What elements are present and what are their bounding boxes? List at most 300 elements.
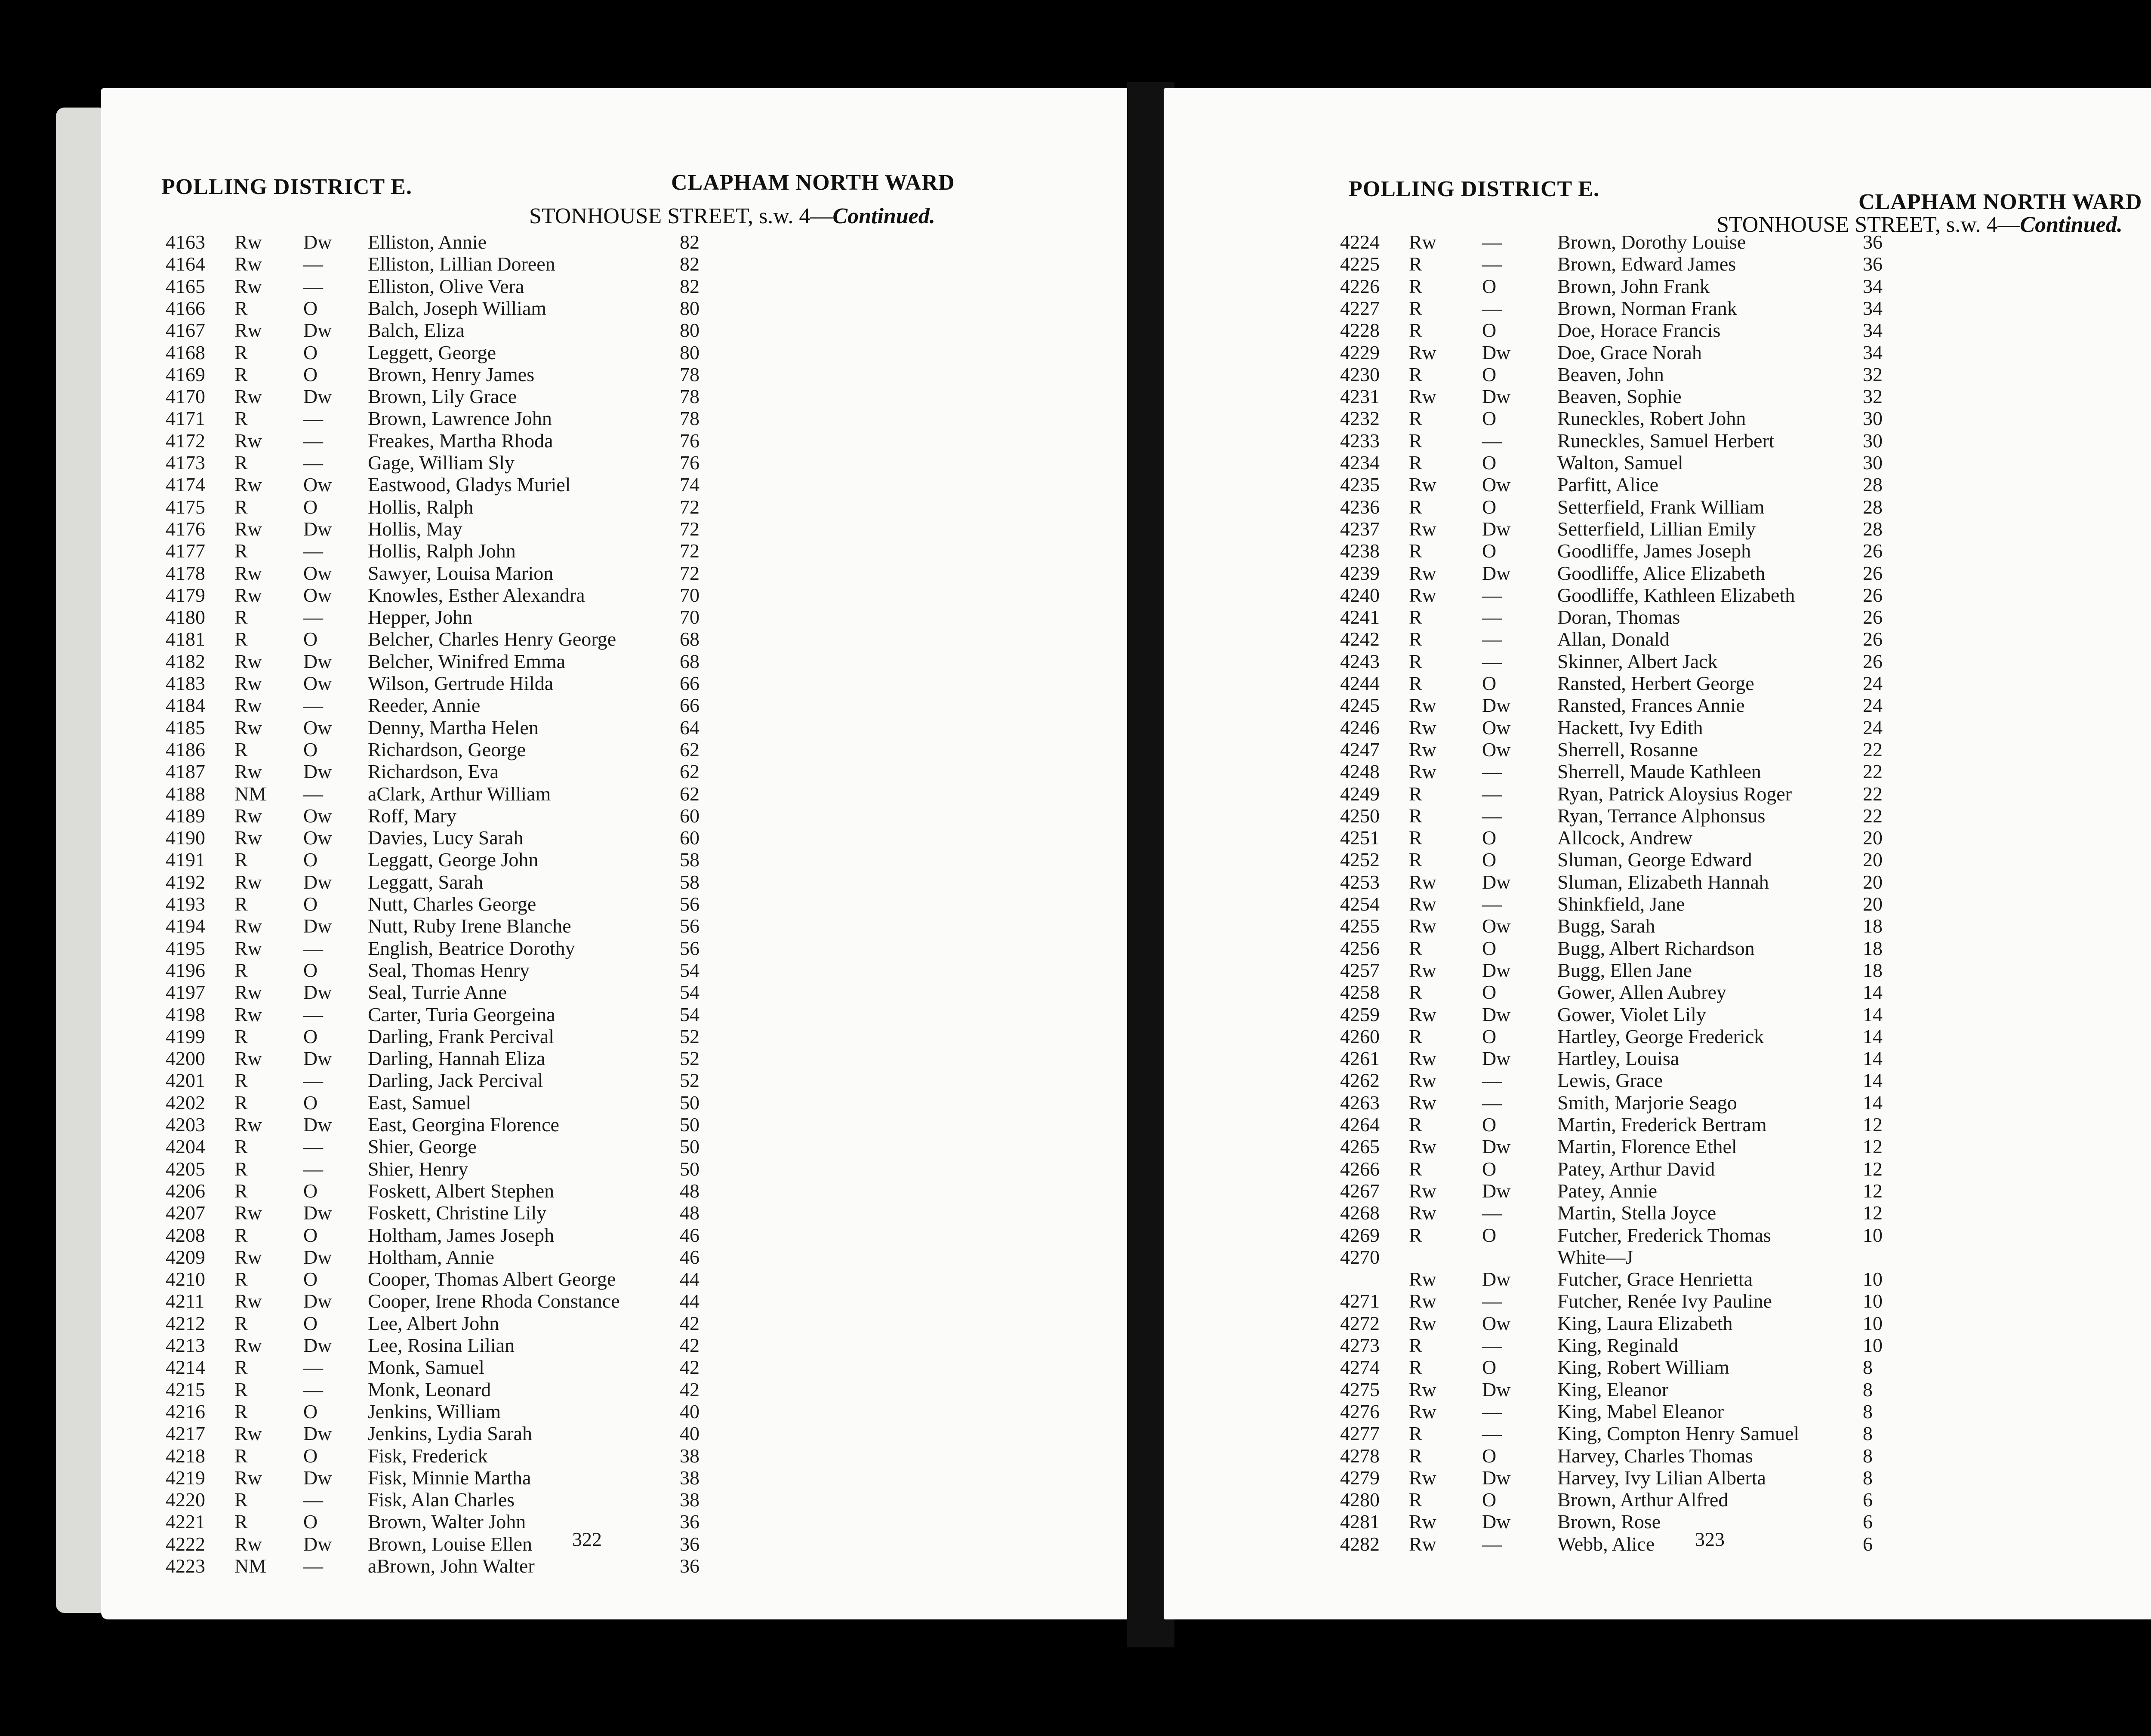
table-row [1164, 1334, 2151, 1356]
qualification: Rw [1409, 1069, 1436, 1092]
table-row [101, 1069, 1134, 1091]
table-row [101, 650, 1134, 672]
elector-name: Bugg, Albert Richardson [1557, 937, 1755, 959]
qualification: Rw [234, 1114, 262, 1136]
qualification: R [1409, 540, 1422, 562]
elector-number: 4233 [1340, 429, 1380, 452]
qualification: Rw [1409, 760, 1436, 783]
table-row [101, 1158, 1134, 1180]
occupation-mark: Dw [1482, 694, 1511, 717]
house-number: 42 [680, 1378, 700, 1400]
table-row [101, 1047, 1134, 1069]
table-row [101, 518, 1134, 540]
occupation-mark: O [1482, 672, 1497, 694]
elector-number: 4205 [166, 1157, 205, 1180]
table-row [101, 275, 1134, 297]
table-row [1164, 1047, 2151, 1069]
elector-name: Lee, Rosina Lilian [368, 1334, 515, 1356]
ward-heading: CLAPHAM NORTH WARD [671, 170, 955, 195]
elector-number: 4234 [1340, 452, 1380, 474]
qualification: R [234, 407, 248, 430]
occupation-mark: — [303, 429, 323, 452]
occupation-mark: Ow [303, 474, 332, 496]
ward-heading: CLAPHAM NORTH WARD [1858, 190, 2142, 214]
table-row [1164, 1489, 2151, 1511]
table-row [1164, 1445, 2151, 1467]
elector-number: 4209 [166, 1246, 205, 1268]
qualification: Rw [234, 1246, 262, 1268]
occupation-mark: Dw [303, 1533, 332, 1555]
elector-number: 4188 [166, 782, 205, 805]
occupation-mark: — [303, 1136, 323, 1158]
house-number: 44 [680, 1268, 700, 1290]
elector-name: Foskett, Albert Stephen [368, 1179, 555, 1202]
elector-name: Doe, Grace Norah [1557, 341, 1702, 363]
elector-name: Setterfield, Lillian Emily [1557, 517, 1756, 540]
elector-name: Brown, Edward James [1557, 253, 1736, 275]
qualification: Rw [234, 1290, 262, 1312]
elector-number: 4238 [1340, 540, 1380, 562]
elector-name: Martin, Frederick Bertram [1557, 1114, 1767, 1136]
house-number: 82 [680, 275, 700, 297]
elector-name: Freakes, Martha Rhoda [368, 429, 553, 452]
house-number: 20 [1863, 827, 1883, 849]
qualification: R [1409, 496, 1422, 518]
elector-number: 4185 [166, 716, 205, 739]
elector-number: 4262 [1340, 1069, 1380, 1092]
elector-number: 4245 [1340, 694, 1380, 717]
elector-name: Beaven, Sophie [1557, 385, 1682, 408]
elector-number: 4207 [166, 1202, 205, 1224]
table-row [101, 1092, 1134, 1114]
table-row [101, 1533, 1134, 1555]
house-number: 52 [680, 1025, 700, 1047]
qualification: Rw [234, 275, 262, 297]
house-number: 30 [1863, 407, 1883, 430]
table-row [1164, 1290, 2151, 1312]
table-row [101, 606, 1134, 628]
house-number: 54 [680, 981, 700, 1003]
qualification: R [234, 1025, 248, 1047]
qualification: Rw [1409, 1290, 1436, 1312]
elector-number: 4211 [166, 1290, 205, 1312]
qualification: R [1409, 650, 1422, 672]
occupation-mark: — [1482, 1290, 1502, 1312]
occupation-mark: Dw [1482, 341, 1511, 363]
occupation-mark: Dw [303, 981, 332, 1003]
elector-name: Brown, Arthur Alfred [1557, 1489, 1729, 1511]
elector-number: 4254 [1340, 893, 1380, 915]
elector-number: 4277 [1340, 1422, 1380, 1445]
occupation-mark: O [1482, 849, 1497, 871]
qualification: R [234, 1489, 248, 1511]
occupation-mark: Dw [1482, 1136, 1511, 1158]
elector-number: 4169 [166, 363, 205, 385]
occupation-mark: O [1482, 452, 1497, 474]
qualification: R [234, 341, 248, 363]
occupation-mark: O [303, 1444, 318, 1467]
elector-number: 4237 [1340, 517, 1380, 540]
table-row [1164, 1224, 2151, 1246]
elector-name: Jenkins, William [368, 1400, 501, 1422]
house-number: 6 [1863, 1489, 1873, 1511]
table-row [101, 959, 1134, 981]
elector-number: 4241 [1340, 606, 1380, 628]
house-number: 38 [680, 1489, 700, 1511]
occupation-mark: O [1482, 540, 1497, 562]
qualification: Rw [234, 981, 262, 1003]
qualification: R [1409, 1334, 1422, 1356]
elector-name: Brown, John Frank [1557, 275, 1710, 297]
table-row [1164, 1136, 2151, 1157]
occupation-mark: Dw [303, 1246, 332, 1268]
house-number: 14 [1863, 1069, 1883, 1092]
qualification: Rw [234, 1003, 262, 1025]
table-row [1164, 760, 2151, 782]
elector-name: Martin, Florence Ethel [1557, 1136, 1737, 1158]
qualification: Rw [1409, 1047, 1436, 1070]
occupation-mark: O [1482, 1489, 1497, 1511]
elector-number: 4178 [166, 562, 205, 584]
house-number: 40 [680, 1400, 700, 1422]
table-row [101, 407, 1134, 429]
occupation-mark: Dw [1482, 1511, 1511, 1533]
elector-number: 4243 [1340, 650, 1380, 672]
qualification: Rw [1409, 716, 1436, 739]
elector-number: 4258 [1340, 981, 1380, 1003]
elector-name: Nutt, Ruby Irene Blanche [368, 915, 571, 937]
occupation-mark: Dw [1482, 1179, 1511, 1202]
occupation-mark: O [303, 628, 318, 650]
elector-name: Futcher, Renée Ivy Pauline [1557, 1290, 1772, 1312]
house-number: 36 [680, 1555, 700, 1577]
elector-number: 4201 [166, 1069, 205, 1092]
elector-name: Fisk, Frederick [368, 1444, 488, 1467]
table-row [1164, 606, 2151, 628]
elector-name: Lewis, Grace [1557, 1069, 1663, 1092]
house-number: 20 [1863, 849, 1883, 871]
house-number: 40 [680, 1422, 700, 1445]
qualification: Rw [234, 1422, 262, 1445]
house-number: 26 [1863, 540, 1883, 562]
elector-number: 4182 [166, 650, 205, 672]
elector-name: Cooper, Thomas Albert George [368, 1268, 616, 1290]
elector-number: 4202 [166, 1091, 205, 1114]
table-row [1164, 407, 2151, 429]
house-number: 12 [1863, 1114, 1883, 1136]
occupation-mark: — [1482, 893, 1502, 915]
table-row [1164, 342, 2151, 363]
elector-name: Fisk, Alan Charles [368, 1489, 515, 1511]
elector-name: East, Georgina Florence [368, 1114, 559, 1136]
table-row [1164, 893, 2151, 915]
qualification: R [234, 893, 248, 915]
house-number: 34 [1863, 341, 1883, 363]
occupation-mark: O [1482, 1025, 1497, 1047]
occupation-mark: — [303, 1069, 323, 1092]
polling-district-heading: POLLING DISTRICT E. [161, 175, 412, 199]
occupation-mark: O [303, 1091, 318, 1114]
elector-name: Webb, Alice [1557, 1533, 1655, 1555]
elector-name: Skinner, Albert Jack [1557, 650, 1718, 672]
elector-name: Lee, Albert John [368, 1312, 499, 1334]
table-row [101, 739, 1134, 760]
elector-number: 4226 [1340, 275, 1380, 297]
occupation-mark: — [303, 1157, 323, 1180]
house-number: 68 [680, 650, 700, 672]
house-number: 10 [1863, 1312, 1883, 1334]
occupation-mark: Dw [303, 1290, 332, 1312]
table-row [101, 1356, 1134, 1378]
table-row [101, 1312, 1134, 1334]
occupation-mark: Dw [303, 1202, 332, 1224]
elector-number: 4252 [1340, 849, 1380, 871]
house-number: 82 [680, 231, 700, 253]
table-row [1164, 1158, 2151, 1180]
house-number: 8 [1863, 1378, 1873, 1400]
table-row [101, 1202, 1134, 1224]
qualification: R [1409, 849, 1422, 871]
qualification: Rw [1409, 1268, 1436, 1290]
elector-name: Gower, Allen Aubrey [1557, 981, 1726, 1003]
elector-name: Elliston, Lillian Doreen [368, 253, 555, 275]
occupation-mark: Dw [1482, 1378, 1511, 1400]
table-row [101, 297, 1134, 319]
elector-number: 4270 [1340, 1246, 1380, 1268]
elector-name: King, Mabel Eleanor [1557, 1400, 1724, 1422]
occupation-mark: Ow [1482, 1312, 1511, 1334]
occupation-mark: — [1482, 650, 1502, 672]
qualification: R [1409, 1356, 1422, 1379]
house-number: 24 [1863, 716, 1883, 739]
elector-name: Beaven, John [1557, 363, 1664, 385]
occupation-mark: Dw [1482, 1466, 1511, 1489]
elector-number: 4210 [166, 1268, 205, 1290]
table-row [1164, 1246, 2151, 1268]
table-row [101, 1467, 1134, 1489]
occupation-mark: Ow [303, 716, 332, 739]
elector-number: 4220 [166, 1489, 205, 1511]
occupation-mark: O [1482, 1114, 1497, 1136]
elector-number: 4271 [1340, 1290, 1380, 1312]
house-number: 14 [1863, 1091, 1883, 1114]
elector-number: 4221 [166, 1511, 205, 1533]
elector-number: 4272 [1340, 1312, 1380, 1334]
occupation-mark: Dw [303, 319, 332, 342]
qualification: Rw [1409, 738, 1436, 760]
house-number: 52 [680, 1069, 700, 1092]
elector-name: Ryan, Patrick Aloysius Roger [1557, 782, 1792, 805]
table-row [101, 760, 1134, 782]
qualification: Rw [1409, 1312, 1436, 1334]
qualification: Rw [1409, 1136, 1436, 1158]
elector-number: 4280 [1340, 1489, 1380, 1511]
elector-name: Shier, George [368, 1136, 477, 1158]
elector-name: Brown, Walter John [368, 1511, 526, 1533]
qualification: Rw [234, 517, 262, 540]
occupation-mark: O [1482, 275, 1497, 297]
elector-number: 4198 [166, 1003, 205, 1025]
elector-name: Gage, William Sly [368, 452, 515, 474]
qualification: Rw [234, 672, 262, 694]
table-row [1164, 1114, 2151, 1136]
occupation-mark: O [303, 959, 318, 981]
qualification: R [234, 1069, 248, 1092]
occupation-mark: O [303, 738, 318, 760]
elector-number: 4180 [166, 606, 205, 628]
elector-number: 4197 [166, 981, 205, 1003]
table-row [1164, 496, 2151, 518]
elector-name: Nutt, Charles George [368, 893, 536, 915]
qualification: Rw [234, 562, 262, 584]
table-row [1164, 363, 2151, 385]
table-row [101, 915, 1134, 937]
occupation-mark: — [1482, 782, 1502, 805]
house-number: 10 [1863, 1268, 1883, 1290]
occupation-mark: — [303, 1378, 323, 1400]
occupation-mark: — [303, 782, 323, 805]
occupation-mark: — [303, 253, 323, 275]
house-number: 8 [1863, 1444, 1873, 1467]
elector-number: 4200 [166, 1047, 205, 1070]
qualification: Rw [1409, 694, 1436, 717]
occupation-mark: O [1482, 981, 1497, 1003]
elector-number: 4219 [166, 1466, 205, 1489]
elector-name: Holtham, Annie [368, 1246, 494, 1268]
table-row [1164, 253, 2151, 275]
occupation-mark: O [1482, 1224, 1497, 1246]
page-edge-left [56, 108, 108, 1613]
elector-number: 4276 [1340, 1400, 1380, 1422]
elector-name: Brown, Lawrence John [368, 407, 552, 430]
qualification: R [1409, 804, 1422, 827]
qualification: R [234, 1400, 248, 1422]
occupation-mark: O [303, 297, 318, 319]
table-row [1164, 849, 2151, 871]
qualification: R [234, 1356, 248, 1379]
table-row [101, 1422, 1134, 1444]
qualification: Rw [234, 1202, 262, 1224]
elector-name: Darling, Jack Percival [368, 1069, 543, 1092]
house-number: 18 [1863, 915, 1883, 937]
elector-number: 4236 [1340, 496, 1380, 518]
house-number: 72 [680, 540, 700, 562]
elector-number: 4215 [166, 1378, 205, 1400]
house-number: 14 [1863, 981, 1883, 1003]
table-row [101, 1489, 1134, 1511]
qualification: R [234, 738, 248, 760]
occupation-mark: — [303, 275, 323, 297]
house-number: 8 [1863, 1356, 1873, 1379]
elector-name: Allcock, Andrew [1557, 827, 1693, 849]
house-number: 26 [1863, 584, 1883, 606]
qualification: Rw [234, 760, 262, 783]
occupation-mark: O [1482, 1157, 1497, 1180]
table-row [101, 981, 1134, 1003]
qualification: R [1409, 429, 1422, 452]
house-number: 66 [680, 672, 700, 694]
elector-name: Elliston, Annie [368, 231, 487, 253]
house-number: 72 [680, 562, 700, 584]
street-heading [529, 203, 935, 229]
house-number: 78 [680, 407, 700, 430]
elector-number: 4279 [1340, 1466, 1380, 1489]
elector-number: 4216 [166, 1400, 205, 1422]
elector-name: Gower, Violet Lily [1557, 1003, 1706, 1025]
qualification: R [1409, 606, 1422, 628]
house-number: 80 [680, 297, 700, 319]
table-row [1164, 1467, 2151, 1489]
elector-number: 4240 [1340, 584, 1380, 606]
table-row [1164, 827, 2151, 849]
elector-number: 4214 [166, 1356, 205, 1379]
house-number: 20 [1863, 871, 1883, 893]
occupation-mark: — [1482, 584, 1502, 606]
elector-name: English, Beatrice Dorothy [368, 937, 575, 959]
qualification: R [1409, 628, 1422, 650]
occupation-mark: O [1482, 319, 1497, 342]
elector-number: 4222 [166, 1533, 205, 1555]
table-row [101, 1290, 1134, 1312]
elector-name: Walton, Samuel [1557, 452, 1683, 474]
elector-name: Goodliffe, Alice Elizabeth [1557, 562, 1766, 584]
elector-number: 4171 [166, 407, 205, 430]
qualification: R [1409, 407, 1422, 430]
table-row [101, 342, 1134, 363]
qualification: R [234, 1312, 248, 1334]
qualification: Rw [234, 694, 262, 717]
house-number: 20 [1863, 893, 1883, 915]
qualification: Rw [1409, 341, 1436, 363]
qualification: R [1409, 1114, 1422, 1136]
house-number: 36 [1863, 253, 1883, 275]
table-row [101, 363, 1134, 385]
house-number: 64 [680, 716, 700, 739]
house-number: 34 [1863, 297, 1883, 319]
elector-name: Hepper, John [368, 606, 473, 628]
qualification: R [234, 452, 248, 474]
table-row [101, 1511, 1134, 1533]
elector-name: Richardson, George [368, 738, 526, 760]
occupation-mark: — [303, 540, 323, 562]
table-row [101, 1246, 1134, 1268]
house-number: 36 [1863, 231, 1883, 253]
house-number: 12 [1863, 1157, 1883, 1180]
qualification: Rw [1409, 1400, 1436, 1422]
elector-name: Shier, Henry [368, 1157, 468, 1180]
elector-name: Seal, Turrie Anne [368, 981, 507, 1003]
occupation-mark: O [303, 1179, 318, 1202]
qualification: Rw [1409, 893, 1436, 915]
qualification: Rw [1409, 474, 1436, 496]
occupation-mark: — [1482, 1091, 1502, 1114]
elector-name: Davies, Lucy Sarah [368, 827, 524, 849]
house-number: 8 [1863, 1400, 1873, 1422]
elector-name: Darling, Frank Percival [368, 1025, 555, 1047]
elector-number: 4260 [1340, 1025, 1380, 1047]
elector-number: 4166 [166, 297, 205, 319]
occupation-mark: Dw [303, 871, 332, 893]
house-number: 14 [1863, 1025, 1883, 1047]
house-number: 54 [680, 1003, 700, 1025]
elector-number: 4190 [166, 827, 205, 849]
elector-number: 4248 [1340, 760, 1380, 783]
occupation-mark: O [303, 341, 318, 363]
house-number: 38 [680, 1466, 700, 1489]
elector-number: 4199 [166, 1025, 205, 1047]
elector-number: 4281 [1340, 1511, 1380, 1533]
house-number: 22 [1863, 782, 1883, 805]
